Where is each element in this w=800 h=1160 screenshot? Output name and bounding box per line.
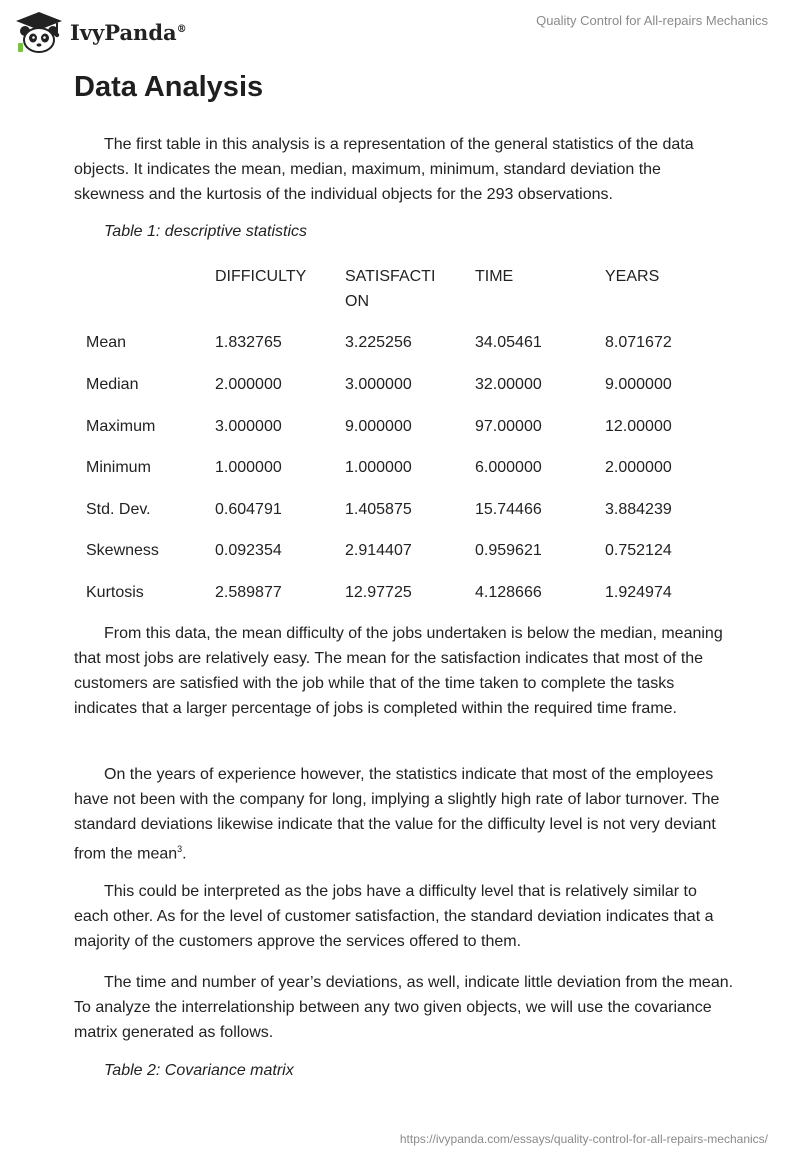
- table-row: [0, 497, 800, 522]
- intro-paragraph: The first table in this analysis is a representation of the general statistics of the data objects. It indicates the mean, median, maximum, minimum, standard deviation the skewness and the kurtosis of the individual objects for the 293 observations.: [74, 136, 694, 203]
- column-header-satisfaction: SATISFACTION: [345, 268, 436, 310]
- footnote-reference[interactable]: 3: [177, 844, 183, 854]
- section-heading: Data Analysis: [74, 71, 264, 103]
- row-label: Minimum: [86, 459, 151, 476]
- row-label: Mean: [86, 334, 127, 351]
- table-cell: 1.000000: [345, 459, 412, 476]
- panda-graduate-icon: [14, 10, 64, 54]
- table-cell: 3.000000: [345, 376, 412, 393]
- brand-name: IvyPanda®: [70, 19, 187, 45]
- table-cell: 0.752124: [605, 542, 672, 559]
- analysis-paragraph-3: This could be interpreted as the jobs have a difficulty level that is relatively similar to each other. As for the level of customer satisfaction, the standard deviation indicates that a majority of the customers approve the services offered to them.: [74, 883, 714, 950]
- row-label: Median: [86, 376, 139, 393]
- table-row: [0, 580, 800, 605]
- table-cell: 8.071672: [605, 334, 672, 351]
- table-cell: 2.914407: [345, 542, 412, 559]
- table-cell: 2.589877: [215, 584, 282, 601]
- column-header-time: TIME: [475, 268, 514, 285]
- analysis-paragraph-4: The time and number of year’s deviations, as well, indicate little deviation from the mean. To analyze the interrelationship between any two given objects, we will use the covariance matrix generated as follows.: [74, 974, 734, 1041]
- table-cell: 15.74466: [475, 501, 542, 518]
- table-cell: 3.884239: [605, 501, 672, 518]
- table-row: [0, 330, 800, 355]
- table-cell: 6.000000: [475, 459, 542, 476]
- row-label: Std. Dev.: [86, 501, 151, 518]
- table-cell: 1.832765: [215, 334, 282, 351]
- column-header-difficulty: DIFFICULTY: [215, 268, 307, 285]
- table-cell: 9.000000: [345, 418, 412, 435]
- table1-caption: Table 1: descriptive statistics: [104, 223, 308, 240]
- row-label: Kurtosis: [86, 584, 144, 601]
- table-cell: 12.00000: [605, 418, 672, 435]
- table-cell: 1.405875: [345, 501, 412, 518]
- table-row: [0, 414, 800, 439]
- source-url-link[interactable]: https://ivypanda.com/essays/quality-control-for-all-repairs-mechanics/: [399, 1132, 768, 1146]
- table-cell: 97.00000: [475, 418, 542, 435]
- brand-logo[interactable]: [14, 10, 187, 54]
- row-label: Skewness: [86, 542, 159, 559]
- table-row: [0, 538, 800, 563]
- table2-caption: Table 2: Covariance matrix: [104, 1062, 294, 1079]
- table-cell: 1.000000: [215, 459, 282, 476]
- table-row: [0, 372, 800, 397]
- analysis-paragraph-2: On the years of experience however, the statistics indicate that most of the employees have not been with the company for long, implying a slightly high rate of labor turnover. The standard deviations likewise indicate that the value for the difficulty level is not very deviant from the mean$^3$.: [74, 766, 720, 863]
- column-header-years: YEARS: [605, 268, 660, 285]
- table-cell: 1.924974: [605, 584, 672, 601]
- table-cell: 0.604791: [215, 501, 282, 518]
- table-cell: 4.128666: [475, 584, 542, 601]
- table-cell: 3.225256: [345, 334, 412, 351]
- table-cell: 0.092354: [215, 542, 282, 559]
- table-cell: 0.959621: [475, 542, 542, 559]
- table-cell: 3.000000: [215, 418, 282, 435]
- table-cell: 2.000000: [215, 376, 282, 393]
- table-row: [0, 455, 800, 480]
- row-label: Maximum: [86, 418, 156, 435]
- analysis-paragraph-1: From this data, the mean difficulty of the jobs undertaken is below the median, meaning that most jobs are relatively easy. The mean for the satisfaction indicates that most of the customers are satisfied with the job while that of the time taken to complete the tasks indicates that a larger percentage of jobs is completed within the required time frame.: [74, 625, 723, 717]
- table-cell: 9.000000: [605, 376, 672, 393]
- table-cell: 34.05461: [475, 334, 542, 351]
- table-cell: 32.00000: [475, 376, 542, 393]
- table-cell: 12.97725: [345, 584, 412, 601]
- document-title: Quality Control for All-repairs Mechanics: [536, 13, 768, 28]
- table-cell: 2.000000: [605, 459, 672, 476]
